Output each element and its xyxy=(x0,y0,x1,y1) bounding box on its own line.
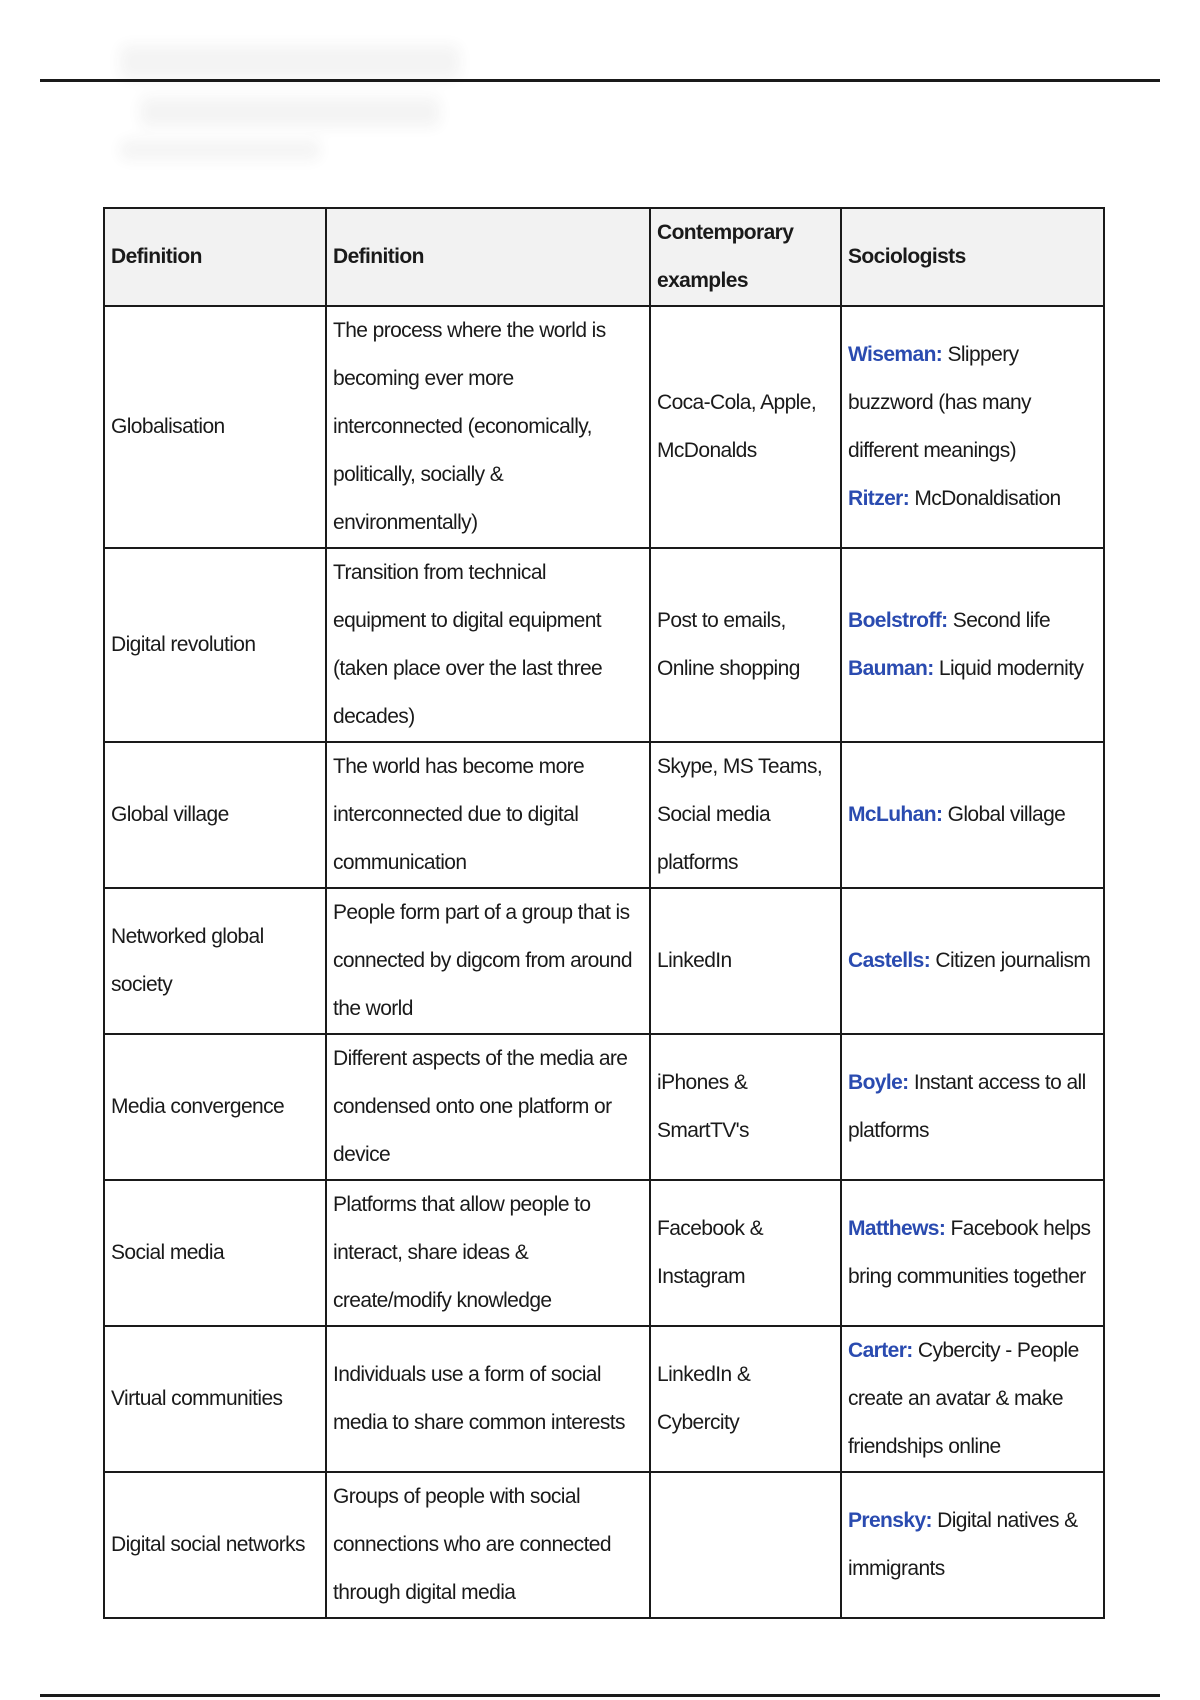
sociologists-cell xyxy=(841,888,1104,1034)
sociologists-cell xyxy=(841,1326,1104,1472)
term-cell: Social media xyxy=(104,1180,326,1326)
definition-cell: People form part of a group that is connected by digcom from around the world xyxy=(326,888,650,1034)
table-row-networked-global-society xyxy=(104,888,1104,1034)
sociologist-note: Digital natives & immigrants xyxy=(848,1509,1078,1580)
table-row-global-village xyxy=(104,742,1104,888)
sociologist-note: McDonaldisation xyxy=(909,487,1061,510)
definition-cell: Transition from technical equipment to digital equipment (taken place over the last three decades) xyxy=(326,548,650,742)
sociologist-name: Castells: xyxy=(848,949,931,972)
sociologist-name: Boelstroff: xyxy=(848,609,948,632)
table-header-row xyxy=(104,208,1104,306)
sociologists-cell xyxy=(841,742,1104,888)
sociologists-cell xyxy=(841,1034,1104,1180)
definition-cell: The world has become more interconnected due to digital communication xyxy=(326,742,650,888)
key-terms-table xyxy=(103,207,1105,1619)
sociologist-name: Carter: xyxy=(848,1339,913,1362)
sociologist-note: Slippery buzzword (has many different meanings) xyxy=(848,343,1031,462)
examples-cell: iPhones & SmartTV's xyxy=(650,1034,841,1180)
sociologists-cell xyxy=(841,1472,1104,1618)
examples-cell: Post to emails, Online shopping xyxy=(650,548,841,742)
sociologist-note: Liquid modernity xyxy=(933,657,1084,680)
header-definition: Definition xyxy=(326,208,650,306)
sociologist-name: Prensky: xyxy=(848,1509,932,1532)
header-term: Definition xyxy=(104,208,326,306)
examples-cell: Skype, MS Teams, Social media platforms xyxy=(650,742,841,888)
term-cell: Globalisation xyxy=(104,306,326,548)
sociologist-name: McLuhan: xyxy=(848,803,943,826)
examples-cell: Facebook & Instagram xyxy=(650,1180,841,1326)
sociologist-name: Ritzer: xyxy=(848,487,910,510)
term-cell: Digital social networks xyxy=(104,1472,326,1618)
definition-cell: Individuals use a form of social media to share common interests xyxy=(326,1326,650,1472)
blurred-header-watermark xyxy=(120,35,500,165)
sociologist-note: Second life xyxy=(947,609,1051,632)
sociologist-note: Instant access to all platforms xyxy=(848,1071,1086,1142)
header-examples: Contemporary examples xyxy=(650,208,841,306)
sociologist-name: Bauman: xyxy=(848,657,934,680)
sociologists-cell xyxy=(841,1180,1104,1326)
table-row-media-convergence xyxy=(104,1034,1104,1180)
table-row-social-media xyxy=(104,1180,1104,1326)
sociologist-name: Boyle: xyxy=(848,1071,909,1094)
definition-cell: The process where the world is becoming ever more interconnected (economically, politically, socially & environmentally) xyxy=(326,306,650,548)
term-cell: Virtual communities xyxy=(104,1326,326,1472)
examples-cell: Coca-Cola, Apple, McDonalds xyxy=(650,306,841,548)
term-cell: Media convergence xyxy=(104,1034,326,1180)
sociologist-name: Matthews: xyxy=(848,1217,946,1240)
examples-cell: LinkedIn xyxy=(650,888,841,1034)
table-row-globalisation xyxy=(104,306,1104,548)
footer-rule xyxy=(40,1694,1160,1697)
term-cell: Digital revolution xyxy=(104,548,326,742)
sociologists-cell xyxy=(841,306,1104,548)
term-cell: Global village xyxy=(104,742,326,888)
sociologist-note: Global village xyxy=(942,803,1066,826)
examples-cell xyxy=(650,1472,841,1618)
definition-cell: Different aspects of the media are condensed onto one platform or device xyxy=(326,1034,650,1180)
table-row-virtual-communities xyxy=(104,1326,1104,1472)
sociologists-cell xyxy=(841,548,1104,742)
sociologist-note: Facebook helps bring communities together xyxy=(848,1217,1091,1288)
examples-cell: LinkedIn & Cybercity xyxy=(650,1326,841,1472)
table-row-digital-revolution xyxy=(104,548,1104,742)
table-row-digital-social-networks xyxy=(104,1472,1104,1618)
sociologist-name: Wiseman: xyxy=(848,343,943,366)
term-cell: Networked global society xyxy=(104,888,326,1034)
sociologist-note: Citizen journalism xyxy=(930,949,1091,972)
definition-cell: Platforms that allow people to interact, share ideas & create/modify knowledge xyxy=(326,1180,650,1326)
sociologist-note: Cybercity - People create an avatar & make friendships online xyxy=(848,1339,1079,1458)
definition-cell: Groups of people with social connections who are connected through digital media xyxy=(326,1472,650,1618)
header-sociologists: Sociologists xyxy=(841,208,1104,306)
